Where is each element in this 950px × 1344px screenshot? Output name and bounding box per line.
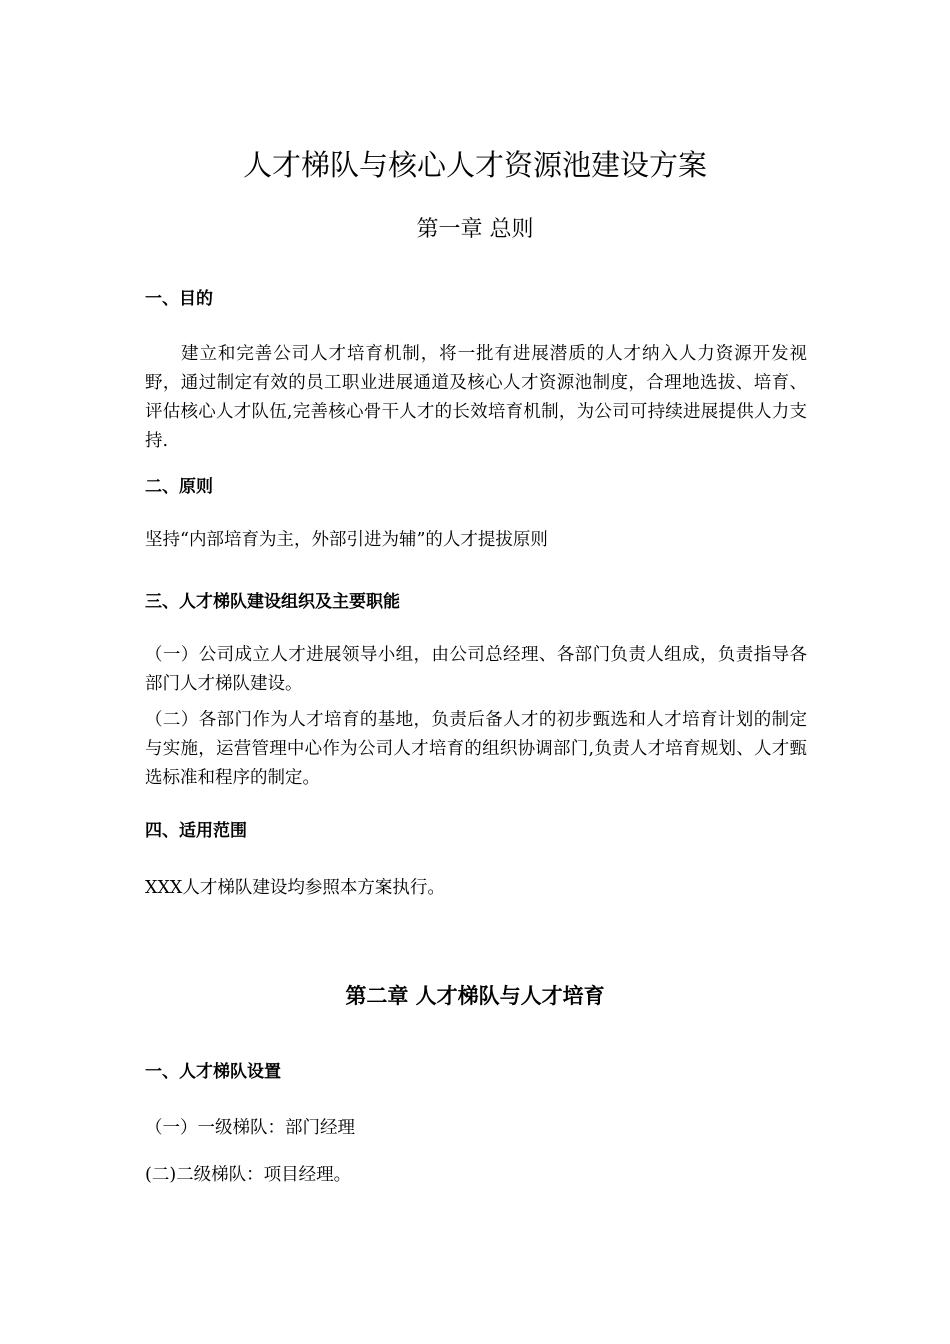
section-purpose-text: 建立和完善公司人才培育机制，将一批有进展潜质的人才纳入人力资源开发视野，通过制定有效的员工职业进展通道及核心人才资源池制度，合理地选拔、培育、评估核心人才队伍,完善核心骨干人才的长效培育机制，为公司可持续进展提供人力支持.	[145, 344, 807, 451]
section-scope-heading: 四、适用范围	[145, 821, 247, 841]
section-setup-item-2: (二)二级梯队：项目经理。	[145, 1165, 352, 1185]
section-purpose-heading: 一、目的	[145, 289, 213, 309]
section-principle-heading: 二、原则	[145, 477, 213, 497]
chapter-1-title: 第一章 总则	[416, 217, 534, 242]
section-setup-item-1: （一）一级梯队：部门经理	[145, 1118, 355, 1138]
section-organization-item-2: （二）各部门作为人才培育的基地，负责后备人才的初步甄选和人才培育计划的制定与实施，运营管理中心作为公司人才培育的组织协调部门,负责人才培育规划、人才甄选标准和程序的制定。	[145, 710, 807, 788]
section-organization-item-1: （一）公司成立人才进展领导小组，由公司总经理、各部门负责人组成，负责指导各部门人才梯队建设。	[145, 645, 807, 694]
section-organization-heading: 三、人才梯队建设组织及主要职能	[145, 592, 400, 612]
section-principle-text: 坚持“内部培育为主，外部引进为辅”的人才提拔原则	[145, 530, 548, 550]
section-scope-text: XXX人才梯队建设均参照本方案执行。	[145, 878, 445, 898]
document-title: 人才梯队与核心人才资源池建设方案	[242, 148, 707, 182]
chapter-2-title: 第二章 人才梯队与人才培育	[345, 984, 605, 1008]
section-setup-heading: 一、人才梯队设置	[145, 1062, 281, 1082]
